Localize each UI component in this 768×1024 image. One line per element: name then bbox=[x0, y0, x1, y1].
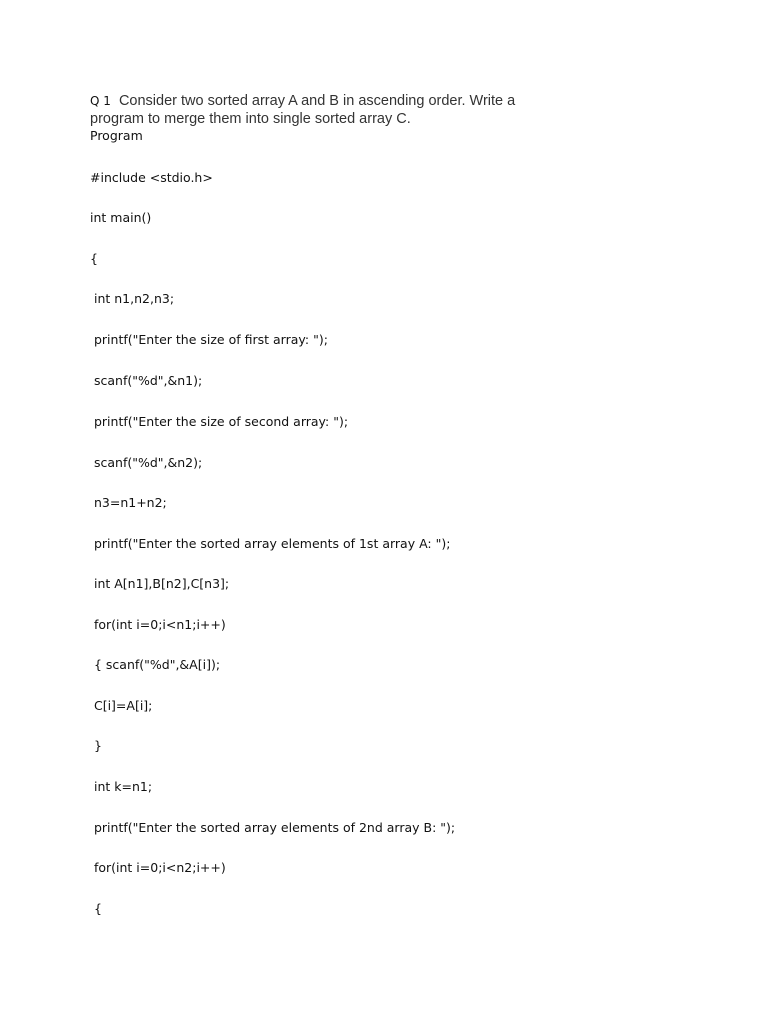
code-line: scanf("%d",&n1); bbox=[90, 373, 203, 388]
code-line: printf("Enter the size of second array: "); bbox=[90, 414, 349, 429]
program-heading: Program bbox=[90, 128, 143, 143]
code-line: scanf("%d",&n2); bbox=[90, 455, 203, 470]
code-line: printf("Enter the sorted array elements of 2nd array B: "); bbox=[90, 820, 456, 835]
code-line: int n1,n2,n3; bbox=[90, 291, 175, 306]
code-line: printf("Enter the size of first array: "); bbox=[90, 332, 328, 347]
code-line: int main() bbox=[90, 210, 152, 225]
code-line: n3=n1+n2; bbox=[90, 495, 167, 510]
code-line: } bbox=[90, 738, 102, 753]
question-prompt: Consider two sorted array A and B in ascending order. Write a program to merge them into single sorted array C. bbox=[90, 93, 516, 127]
code-line: for(int i=0;i<n2;i++) bbox=[90, 860, 226, 875]
code-line: C[i]=A[i]; bbox=[90, 698, 153, 713]
code-line: printf("Enter the sorted array elements of 1st array A: "); bbox=[90, 536, 451, 551]
question-text-block bbox=[90, 92, 530, 128]
code-line: #include <stdio.h> bbox=[90, 170, 213, 185]
question-number: Q 1 bbox=[90, 94, 111, 108]
code-line: int A[n1],B[n2],C[n3]; bbox=[90, 576, 230, 591]
code-line: { bbox=[90, 901, 102, 916]
code-line: int k=n1; bbox=[90, 779, 153, 794]
code-line: { bbox=[90, 251, 98, 266]
code-line: { scanf("%d",&A[i]); bbox=[90, 657, 221, 672]
code-line: for(int i=0;i<n1;i++) bbox=[90, 617, 226, 632]
